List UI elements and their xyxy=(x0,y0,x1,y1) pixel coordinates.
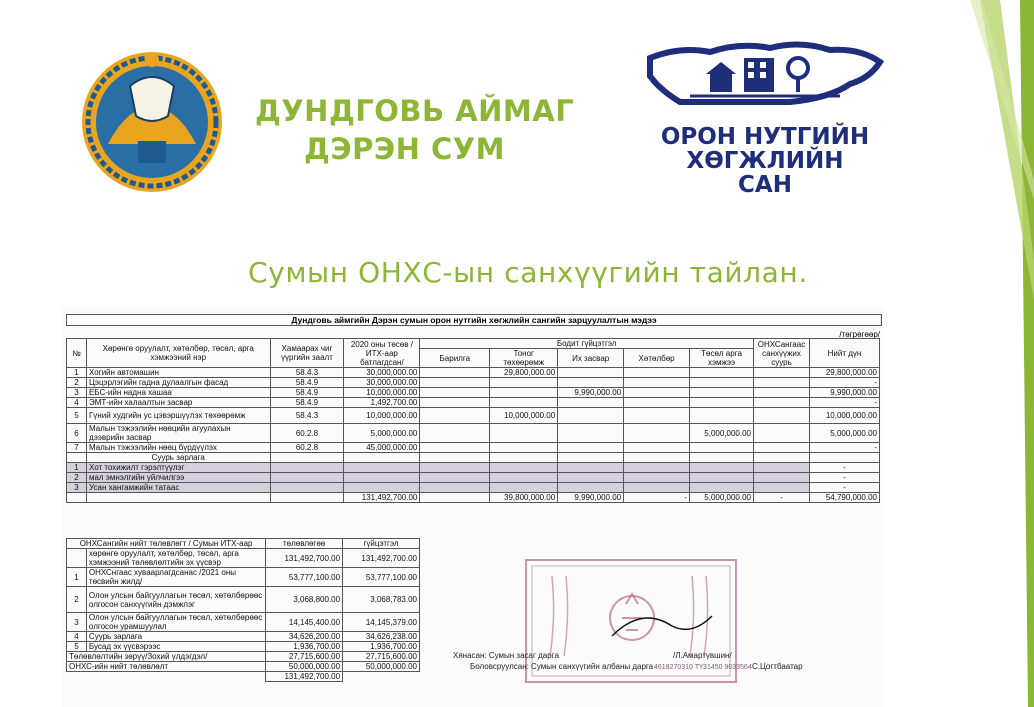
cell-no: 4 xyxy=(67,398,87,408)
cell-budget: 1,492,700.00 xyxy=(344,398,420,408)
col-onxs: ОНХСангаас санхүүжих суурь xyxy=(753,339,809,368)
cell-ikh xyxy=(558,378,624,388)
bottom-header-row xyxy=(67,539,420,549)
cell-total: - xyxy=(809,398,879,408)
sum-title: ДЭРЭН СУМ xyxy=(304,132,506,166)
expenditure-table xyxy=(66,338,880,503)
currency-unit: /төгрөгөөр/ xyxy=(839,330,880,339)
grand-row xyxy=(67,672,420,682)
bottom-head-name: ОНХСангийн нийт төлөвлөгт / Сумын ИТХ-аар xyxy=(67,539,266,549)
funding-cell-name: ОНХСнгаас хуваарлагдсанас /2021 оны төсвийн жилд/ xyxy=(86,568,265,587)
cell-code: 58.4.9 xyxy=(270,398,344,408)
cell-total: 10,000,000.00 xyxy=(809,408,879,424)
cell-onxs xyxy=(753,388,809,398)
cell-khotolbor xyxy=(624,398,690,408)
logo-line-3: САН xyxy=(738,172,792,198)
funding-row xyxy=(67,568,420,587)
cell-code: 58.4.3 xyxy=(270,368,344,378)
bottom-total-row xyxy=(67,662,420,672)
funding-row xyxy=(67,642,420,652)
suur-cell-total: - xyxy=(809,463,879,473)
suur-row xyxy=(67,473,880,483)
logo-line-1: ОРОН НУТГИЙН xyxy=(660,124,870,150)
cell-budget: 5,000,000.00 xyxy=(344,424,420,443)
cell-budget: 30,000,000.00 xyxy=(344,368,420,378)
funding-cell-no: 4 xyxy=(67,632,87,642)
suur-cell-no: 2 xyxy=(67,473,87,483)
cell-total: - xyxy=(809,378,879,388)
table-row xyxy=(67,443,880,453)
cell-onxs xyxy=(753,443,809,453)
funding-cell-name: хөрөнгө оруулалт, хөтөлбөр, төсөл, арга хэмжээний төлөвлөлтийн эх үүсвэр xyxy=(86,549,265,568)
cell-no: 6 xyxy=(67,424,87,443)
suur-cell xyxy=(558,473,624,483)
suur-cell-no: 1 xyxy=(67,463,87,473)
cell-code: 58.4.9 xyxy=(270,378,344,388)
cell-khotolbor xyxy=(624,443,690,453)
cell-khotolbor xyxy=(624,424,690,443)
onxs-logo xyxy=(640,38,890,198)
cell-khotolbor xyxy=(624,368,690,378)
funding-cell-no: 5 xyxy=(67,642,87,652)
suur-cell xyxy=(690,473,754,483)
bottom-grand: 131,492,700.00 xyxy=(266,672,343,682)
suur-cell xyxy=(490,473,558,483)
cell-tonog xyxy=(490,398,558,408)
cell-name: ЕБС-ийн надна хашаа xyxy=(86,388,270,398)
signature-line-2: Боловсруулсан: Сумын санхүүгийн албаны дарга xyxy=(470,662,654,671)
bottom-head-plan: төлөвлөгөө xyxy=(266,539,343,549)
slide-subtitle: Сумын ОНХС-ын санхүүгийн тайлан. xyxy=(248,256,808,289)
funding-row xyxy=(67,549,420,568)
funding-cell-plan: 53,777,100.00 xyxy=(266,568,343,587)
col-ikh: Их засвар xyxy=(558,349,624,368)
cell-onxs xyxy=(753,368,809,378)
cell-tosol xyxy=(690,388,754,398)
suur-cell xyxy=(624,463,690,473)
cell-tosol xyxy=(690,443,754,453)
cell-tonog: 29,800,000.00 xyxy=(490,368,558,378)
transfer-label: Төлөвлөлтийн зөрүү/Зохий үлдэгдэл/ xyxy=(67,652,266,662)
cell-code: 60.2.8 xyxy=(270,443,344,453)
cell-barilga xyxy=(420,443,490,453)
suur-cell xyxy=(624,483,690,493)
report-title: Дундговь аймгийн Дэрэн сумын орон нутгийн хөгжлийн сангийн зарцуулалтын мэдээ xyxy=(66,314,882,326)
cell-code: 60.2.8 xyxy=(270,424,344,443)
funding-cell-actual: 14,145,379.00 xyxy=(343,613,420,632)
bottom-total-label: ОНХС-ийн нийт төлөвлөлт xyxy=(67,662,266,672)
funding-cell-actual: 1,936,700.00 xyxy=(343,642,420,652)
green-corner-decoration xyxy=(970,0,1034,707)
funding-cell-actual: 34,626,238.00 xyxy=(343,632,420,642)
funding-row xyxy=(67,613,420,632)
stamp-numbers: 4618270310 ТҮ31450 9033564 xyxy=(654,664,752,671)
total-tonog: 39,800,000.00 xyxy=(490,493,558,503)
cell-name: Цэцэрлэгийн гадна дулаалгын фасад xyxy=(86,378,270,388)
funding-cell-actual: 3,068,783.00 xyxy=(343,587,420,613)
cell-ikh xyxy=(558,368,624,378)
cell-khotolbor xyxy=(624,388,690,398)
bottom-total-actual: 50,000,000.00 xyxy=(343,662,420,672)
col-name: Хөрөнгө оруулалт, хөтөлбөр, төсөл, арга хэмжээний нэр xyxy=(86,339,270,368)
suur-cell xyxy=(690,463,754,473)
funding-cell-name: Бусад эх үүсвэрээс xyxy=(86,642,265,652)
cell-tosol xyxy=(690,378,754,388)
cell-onxs xyxy=(753,408,809,424)
mongolia-map-icon xyxy=(640,38,890,118)
col-khotolbor: Хөтөлбөр xyxy=(624,349,690,368)
funding-cell-name: Олон улсын байгууллагын төсөл, хөтөлбөрөөс олгосон урамшуулал xyxy=(86,613,265,632)
cell-no: 5 xyxy=(67,408,87,424)
suur-cell xyxy=(753,483,809,493)
signature-name-1: /Л.Амартүвшин/ xyxy=(673,651,732,660)
cell-total: 29,800,000.00 xyxy=(809,368,879,378)
cell-total: 9,990,000.00 xyxy=(809,388,879,398)
cell-no: 1 xyxy=(67,368,87,378)
table-row xyxy=(67,398,880,408)
suur-cell xyxy=(344,483,420,493)
cell-no: 7 xyxy=(67,443,87,453)
cell-tonog xyxy=(490,378,558,388)
suur-cell xyxy=(624,473,690,483)
funding-cell-plan: 14,145,400.00 xyxy=(266,613,343,632)
funding-cell-plan: 3,068,800.00 xyxy=(266,587,343,613)
cell-no: 2 xyxy=(67,378,87,388)
suur-cell-name: мал эмнэлгийн үйлчилгээ xyxy=(86,473,270,483)
suur-cell-name: Усан хангамжийн татаас xyxy=(86,483,270,493)
col-barilga: Барилга xyxy=(420,349,490,368)
soum-emblem-icon xyxy=(78,46,226,194)
cell-tosol xyxy=(690,398,754,408)
col-actual: Бодит гүйцэтгэл xyxy=(420,339,754,349)
col-no: № xyxy=(67,339,87,368)
cell-ikh xyxy=(558,408,624,424)
cell-budget: 30,000,000.00 xyxy=(344,378,420,388)
signature-name-2: С.Цогтбаатар xyxy=(752,662,803,671)
total-tosol: 5,000,000.00 xyxy=(690,493,754,503)
cell-name: ЭМТ-ийн халаалтын засвар xyxy=(86,398,270,408)
cell-barilga xyxy=(420,388,490,398)
funding-cell-actual: 131,492,700.00 xyxy=(343,549,420,568)
funding-cell-no: 1 xyxy=(67,568,87,587)
suur-cell-no: 3 xyxy=(67,483,87,493)
funding-row xyxy=(67,632,420,642)
cell-budget: 10,000,000.00 xyxy=(344,408,420,424)
cell-code: 58.4.3 xyxy=(270,408,344,424)
logo-line-2: ХӨГЖЛИЙН xyxy=(686,148,844,174)
col-tonog: Тоног төхөөрөмж xyxy=(490,349,558,368)
cell-tonog xyxy=(490,388,558,398)
cell-tosol: 5,000,000.00 xyxy=(690,424,754,443)
funding-cell-plan: 1,936,700.00 xyxy=(266,642,343,652)
suur-cell-total: - xyxy=(809,483,879,493)
bottom-total-plan: 50,000,000.00 xyxy=(266,662,343,672)
cell-barilga xyxy=(420,424,490,443)
suur-cell xyxy=(344,473,420,483)
cell-tosol xyxy=(690,408,754,424)
suur-row xyxy=(67,463,880,473)
cell-onxs xyxy=(753,398,809,408)
cell-onxs xyxy=(753,378,809,388)
suur-cell xyxy=(420,463,490,473)
cell-barilga xyxy=(420,408,490,424)
cell-ikh xyxy=(558,443,624,453)
suur-cell xyxy=(753,473,809,483)
cell-ikh xyxy=(558,424,624,443)
cell-tonog: 10,000,000.00 xyxy=(490,408,558,424)
suur-cell xyxy=(270,483,344,493)
aimag-title: ДУНДГОВЬ АЙМАГ xyxy=(255,94,575,128)
cell-barilga xyxy=(420,368,490,378)
funding-cell-plan: 34,626,200.00 xyxy=(266,632,343,642)
table-row xyxy=(67,408,880,424)
suur-cell xyxy=(490,483,558,493)
funding-sources-table xyxy=(66,538,420,682)
suur-label: Суурь зарлага xyxy=(86,453,270,463)
cell-code: 58.4.9 xyxy=(270,388,344,398)
signature-line-1: Хянасан: Сумын засаг дарга xyxy=(453,651,559,660)
transfer-row xyxy=(67,652,420,662)
transfer-plan: 27,715,600.00 xyxy=(266,652,343,662)
cell-barilga xyxy=(420,398,490,408)
table-row xyxy=(67,424,880,443)
suur-cell xyxy=(690,483,754,493)
cell-tosol xyxy=(690,368,754,378)
cell-total: - xyxy=(809,443,879,453)
suur-cell xyxy=(558,463,624,473)
col-tosol: Төсөл арга хэмжээ xyxy=(690,349,754,368)
funding-cell-actual: 53,777,100.00 xyxy=(343,568,420,587)
suur-cell xyxy=(420,483,490,493)
bottom-head-actual: гүйцэтгэл xyxy=(343,539,420,549)
suur-cell xyxy=(270,463,344,473)
table-row xyxy=(67,368,880,378)
col-budget: 2020 оны төсөв /ИТХ-аар батлагдсан/ xyxy=(344,339,420,368)
funding-cell-plan: 131,492,700.00 xyxy=(266,549,343,568)
suur-cell-name: Хот тохижилт гэрэлтүүлэг xyxy=(86,463,270,473)
cell-name: Хогийн автомашин xyxy=(86,368,270,378)
cell-name: Малын тэжээлийн нөөц бүрдүүлэх xyxy=(86,443,270,453)
cell-ikh xyxy=(558,398,624,408)
cell-khotolbor xyxy=(624,408,690,424)
scanned-report xyxy=(62,308,884,707)
funding-cell-name: Суурь зарлага xyxy=(86,632,265,642)
cell-total: 5,000,000.00 xyxy=(809,424,879,443)
cell-khotolbor xyxy=(624,378,690,388)
cell-barilga xyxy=(420,378,490,388)
total-ikh: 9,990,000.00 xyxy=(558,493,624,503)
cell-no: 3 xyxy=(67,388,87,398)
transfer-actual: 27,715,600.00 xyxy=(343,652,420,662)
total-onxs: - xyxy=(753,493,809,503)
funding-cell-no: 2 xyxy=(67,587,87,613)
suur-cell xyxy=(420,473,490,483)
funding-cell-name: Олон улсын байгууллагын төсөл, хөтөлбөрөөс олгосон санхүүгийн дэмжлэг xyxy=(86,587,265,613)
col-total: Нийт дүн xyxy=(809,339,879,368)
funding-cell-no: 3 xyxy=(67,613,87,632)
total-all: 54,790,000.00 xyxy=(809,493,879,503)
totals-row xyxy=(67,493,880,503)
col-code: Хамаарах чиг үүргийн заалт xyxy=(270,339,344,368)
total-khotolbor: - xyxy=(624,493,690,503)
cell-name: Малын тэжээлийн нөөцийн агуулахын дээврийн засвар xyxy=(86,424,270,443)
cell-name: Гүний худгийн ус цэвэршүүлэх төхөөрөмж xyxy=(86,408,270,424)
suur-cell xyxy=(490,463,558,473)
cell-tonog xyxy=(490,443,558,453)
cell-ikh: 9,990,000.00 xyxy=(558,388,624,398)
suur-cell xyxy=(270,473,344,483)
funding-cell-no xyxy=(67,549,87,568)
table-row xyxy=(67,388,880,398)
cell-onxs xyxy=(753,424,809,443)
table-header-row xyxy=(67,339,880,349)
suur-cell xyxy=(344,463,420,473)
suur-cell-total: - xyxy=(809,473,879,483)
cell-tonog xyxy=(490,424,558,443)
funding-row xyxy=(67,587,420,613)
cell-budget: 10,000,000.00 xyxy=(344,388,420,398)
total-budget: 131,492,700.00 xyxy=(344,493,420,503)
suur-row xyxy=(67,483,880,493)
suur-cell xyxy=(753,463,809,473)
suur-cell xyxy=(558,483,624,493)
suur-label-row xyxy=(67,453,880,463)
table-row xyxy=(67,378,880,388)
cell-budget: 45,000,000.00 xyxy=(344,443,420,453)
